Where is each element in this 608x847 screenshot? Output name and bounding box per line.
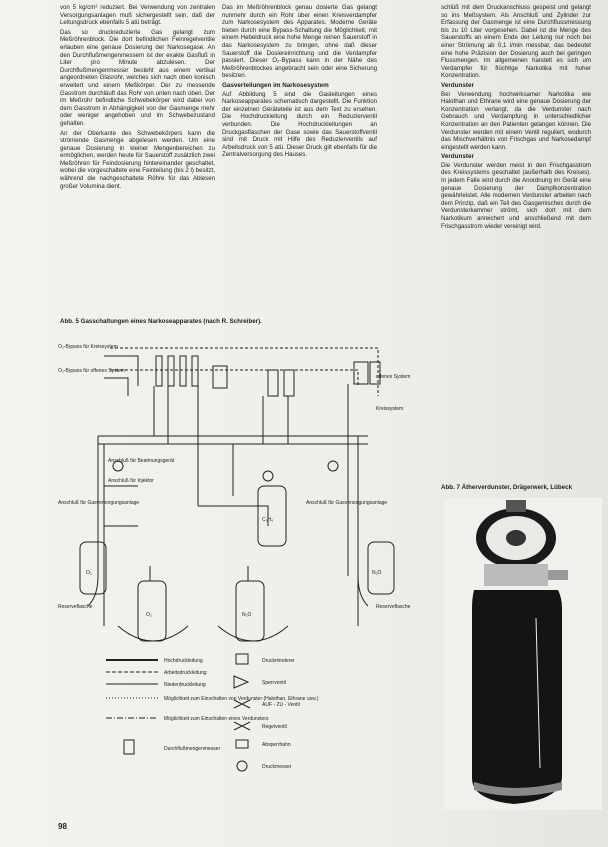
text-column-2 <box>222 4 377 312</box>
diagram-label: offenes System <box>376 374 411 380</box>
paragraph: von 5 kg/cm² reduziert. Bei Verwendung von zentralen Versorgungsanlagen muß sichergestellt sein, daß der Leitungsdruck ebenfalls 5 atü beträgt. <box>60 4 215 27</box>
diagram-label: O₂ <box>86 570 92 576</box>
section-heading: Gasverteilungen im Narkosesystem <box>222 81 329 89</box>
diagram-label: O₂ <box>146 612 152 618</box>
legend-label: Möglichkeit zum Einschalten eines Verdunsters <box>164 716 269 722</box>
paragraph: An der Oberkante des Schwebekörpers kann die strömende Gasmenge abgelesen werden. Um eine genaue Dosierung in kleiner Mengenbereichen zu ermöglichen, werden heute für Sauerstoff zusätzlich zwei Meßröhren für Feindosierung hintereinander geschaltet, wobei die vorgeschaltete eine Feinteilung (bis 2 l) besitzt, während die nachgeschaltete Röhre für das Ablesen großer Volumina dient. <box>60 129 215 190</box>
paragraph: Die Verdunster werden meist in den Frischgasstrom des Kreissystems geschaltet (außerhalb des Kreises). In jedem Falle wird durch die Anordnung im Gerät eine genaue Dosierung der Dampfkonzentration gewährleistet. Alle modernen Verdunster arbeiten nach dem Prinzip, daß ein Teil des Gasgemisches durch die Verdunsterkammer strömt, sich dort mit dem Narkotikum anreichert und anschließend mit dem Frischgasstrom wieder vereinigt wird. <box>441 161 591 230</box>
diagram-label: C₃H₆ <box>262 517 274 523</box>
page-number: 98 <box>58 822 67 831</box>
text-column-1 <box>60 4 215 312</box>
section-heading: Verdunster <box>441 153 474 161</box>
diagram-label: Reserveflasche <box>58 604 93 610</box>
text-column-3 <box>441 4 591 480</box>
legend-label: Niederdruckleitung <box>164 682 206 688</box>
ether-vaporizer-photo <box>444 498 602 810</box>
legend-label: AUF - ZU - Ventil <box>262 702 300 708</box>
paragraph: Bei Verwendung hochwirksamer Narkotika wie Halothan und Ethrane wird eine genaue Dosierung der Konzentration verlangt, da die Verdunster nach Gebrauch und Verdampfung in unterschiedlicher Konzentration an den Patienten gelangen können. Die Verdunster werden mit einem Ventil reguliert, wodurch das Mischverhältnis von Frischgas und Narkosedampf eingestellt werden kann. <box>441 90 591 151</box>
figure-5-caption: Abb. 5 Gasschaltungen eines Narkoseapparates (nach R. Schreiber). <box>60 318 262 325</box>
legend-label: Druckminderer <box>262 658 295 664</box>
diagram-label: Anschluß für Beatmungsgerät <box>108 458 175 464</box>
figure-7-caption: Abb. 7 Ätherverdunster, Drägerwerk, Lübeck <box>441 484 573 491</box>
legend-label: Durchflußmengenmesser <box>164 746 221 752</box>
diagram-label: Reserveflasche <box>376 604 411 610</box>
legend-label: Regelventil <box>262 724 287 730</box>
legend-label: Hochdruckleitung <box>164 658 203 664</box>
diagram-label: Anschluß für Gasversorgungsanlage <box>58 500 140 506</box>
diagram-label: Anschluß für Injektor <box>108 478 154 484</box>
paragraph: Auf Abbildung 5 sind die Gasleitungen eines Narkoseapparates schematisch dargestellt. Die Funktion der einzelnen Geräteteile ist aus dem Text zu ersehen. Die Hochdruckleitung durch ein Reduzierventil verbunden. Die Hochdruckleitungen an Druckgasflaschen der Gase sowie das Sauerstoffventil sind mit Druck mit Hilfe des Reduzierventils auf Arbeitsdruck von 5 atü. Dieser Druck gilt ebenfalls für die Zentralversorgung des Hauses. <box>222 90 377 159</box>
paragraph: Das so druckreduzierte Gas gelangt zum Meßröhrenblock. Die dort befindlichen Feinregelventile erlauben eine genaue Dosierung der Narkosegase. An den Durchflußmengenmessern ist der exakte Gasfluß in Liter pro Minute abzulesen. Der Durchflußmengenmesser besteht aus einem vertikal angeordneten Glasrohr, welches sich nach oben konisch erweitert und einem Meßkörper. Der zu messende Gasstrom durchläuft das Rohr von unten nach oben. Der im Meßrohr befindliche Schwebekörper wird dabei von dem Gasstrom in Abhängigkeit von der Gasmenge mehr oder weniger angehoben und im Schwebezustand gehalten. <box>60 28 215 127</box>
legend-label: Druckmesser <box>262 764 292 770</box>
diagram-label: Kreissystem <box>376 406 404 412</box>
legend-label: Sperrventil <box>262 680 286 686</box>
section-heading: Verdunster <box>441 81 474 89</box>
diagram-label: Anschluß für Gasversorgungsanlage <box>306 500 388 506</box>
legend-label: Arbeitsdruckleitung <box>164 670 207 676</box>
diagram-label: N₂O <box>372 570 382 576</box>
diagram-label: O₂-Bypass für offenes System <box>58 368 125 374</box>
legend-label: Absperrhahn <box>262 742 291 748</box>
diagram-label: O₂-Bypass für Kreissystem <box>58 344 118 350</box>
paragraph: schlüß mit dem Druckanschluss gespeist und gelangt so ins Meßsystem. Als Anschluß und Zylinder zur Erfassung der Gasmenge ist eine Durchflussmessung bis zu 10 Liter vorgesehen. Dabei ist die Menge des Sauerstoffs an einem Ende der Leitung nur noch bei einer Strömung ab 0,1 l/min messbar, das bedeutet eine hohe Präzision der Dosierung auch bei geringen Flussmengen. Im allgemeinen handelt es sich um Verdampfer für flüchtige Narkotika mit hoher Konzentration. <box>441 4 591 80</box>
paragraph: Das im Meßröhrenblock genau dosierte Gas gelangt nunmehr durch ein Rohr über einen Kreisverdampfer zum Narkosesystem des Apparates. Moderne Geräte bieten durch eine Bypass-Schaltung die Möglichkeit, mit einem Hebeldruck eine hohe Menge reinen Sauerstoff in das Narkosesystem zu bringen, ohne daß dieser Sauerstoff die Dosiereinrichtung und die Verdampfer passiert. Dieser O₂-Bypass kann in der Nähe des Meßröhrenblockes angebracht sein oder eine Sicherung besitzen. <box>222 4 377 80</box>
legend-label: Möglichkeit zum Einschalten von Verdunster (Halothan, Ethrane usw.) <box>164 696 319 702</box>
gas-circuit-diagram <box>58 326 436 796</box>
diagram-label: N₂O <box>242 612 252 618</box>
